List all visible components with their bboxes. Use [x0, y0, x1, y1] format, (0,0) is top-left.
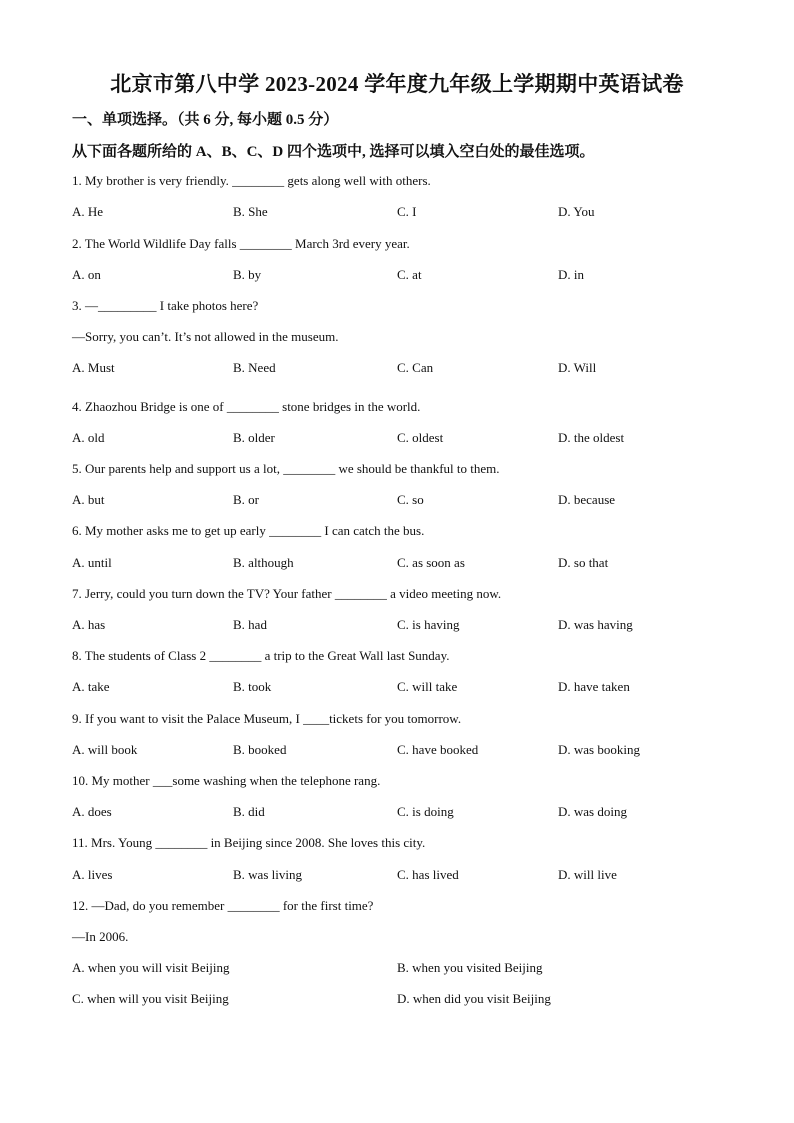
option-c: C. have booked [397, 742, 479, 757]
question-stem: 3. —_________ I take photos here? [72, 298, 259, 313]
option-a: A. until [72, 555, 112, 570]
option-b: B. She [233, 204, 268, 219]
option-a: A. take [72, 679, 110, 694]
option-b: B. by [233, 267, 262, 282]
option-c: C. so [397, 492, 424, 507]
option-c: C. is doing [397, 804, 454, 819]
option-a: A. Must [72, 360, 115, 375]
option-a: A. lives [72, 867, 113, 882]
question-stem: 1. My brother is very friendly. ________ gets along well with others. [72, 173, 431, 188]
section-heading: 一、单项选择。（共 6 分, 每小题 0.5 分） [72, 112, 339, 128]
option-b: B. did [233, 804, 265, 819]
question-stem: 7. Jerry, could you turn down the TV? Your father ________ a video meeting now. [72, 586, 502, 601]
option-d: D. the oldest [558, 430, 625, 445]
option-c: C. oldest [397, 430, 444, 445]
question-stem: 10. My mother ___some washing when the telephone rang. [72, 773, 381, 788]
question-stem: 12. —Dad, do you remember ________ for the first time? [72, 898, 374, 913]
option-a: A. when you will visit Beijing [72, 960, 230, 975]
option-d: D. was doing [558, 804, 627, 819]
question-stem: 5. Our parents help and support us a lot, ________ we should be thankful to them. [72, 461, 500, 476]
option-c: C. as soon as [397, 555, 465, 570]
option-d: D. was booking [558, 742, 640, 757]
option-d: D. in [558, 267, 584, 282]
option-a: A. does [72, 804, 112, 819]
option-b: B. took [233, 679, 272, 694]
option-c: C. will take [397, 679, 458, 694]
question-stem: 11. Mrs. Young ________ in Beijing since 2008. She loves this city. [72, 835, 426, 850]
option-c: C. when will you visit Beijing [72, 991, 229, 1006]
option-b: B. Need [233, 360, 276, 375]
option-d: D. because [558, 492, 616, 507]
page-title: 北京市第八中学 2023-2024 学年度九年级上学期期中英语试卷 [110, 72, 684, 96]
question-stem: 8. The students of Class 2 ________ a trip to the Great Wall last Sunday. [72, 648, 450, 663]
option-d: D. so that [558, 555, 609, 570]
option-a: A. He [72, 204, 104, 219]
option-a: A. will book [72, 742, 138, 757]
option-c: C. at [397, 267, 422, 282]
section-instruction: 从下面各题所给的 A、B、C、D 四个选项中, 选择可以填入空白处的最佳选项。 [72, 144, 595, 160]
option-b: B. when you visited Beijing [397, 960, 543, 975]
question-stem: 6. My mother asks me to get up early ________ I can catch the bus. [72, 523, 425, 538]
option-b: B. or [233, 492, 259, 507]
option-b: B. older [233, 430, 275, 445]
option-d: D. have taken [558, 679, 630, 694]
option-d: D. when did you visit Beijing [397, 991, 551, 1006]
option-b: B. although [233, 555, 294, 570]
option-c: C. is having [397, 617, 460, 632]
option-b: B. was living [233, 867, 302, 882]
option-c: C. has lived [397, 867, 459, 882]
option-d: D. You [558, 204, 595, 219]
question-stem: 2. The World Wildlife Day falls ________ March 3rd every year. [72, 236, 410, 251]
option-a: A. on [72, 267, 101, 282]
option-a: A. but [72, 492, 105, 507]
question-stem: 4. Zhaozhou Bridge is one of ________ stone bridges in the world. [72, 399, 421, 414]
option-c: C. I [397, 204, 417, 219]
option-b: B. booked [233, 742, 287, 757]
option-d: D. Will [558, 360, 597, 375]
option-d: D. will live [558, 867, 617, 882]
question-stem-reply: —Sorry, you can’t. It’s not allowed in the museum. [72, 329, 339, 344]
option-b: B. had [233, 617, 267, 632]
question-stem-reply: —In 2006. [72, 929, 129, 944]
option-a: A. old [72, 430, 105, 445]
option-d: D. was having [558, 617, 633, 632]
question-stem: 9. If you want to visit the Palace Museum, I ____tickets for you tomorrow. [72, 711, 462, 726]
option-c: C. Can [397, 360, 434, 375]
option-a: A. has [72, 617, 106, 632]
